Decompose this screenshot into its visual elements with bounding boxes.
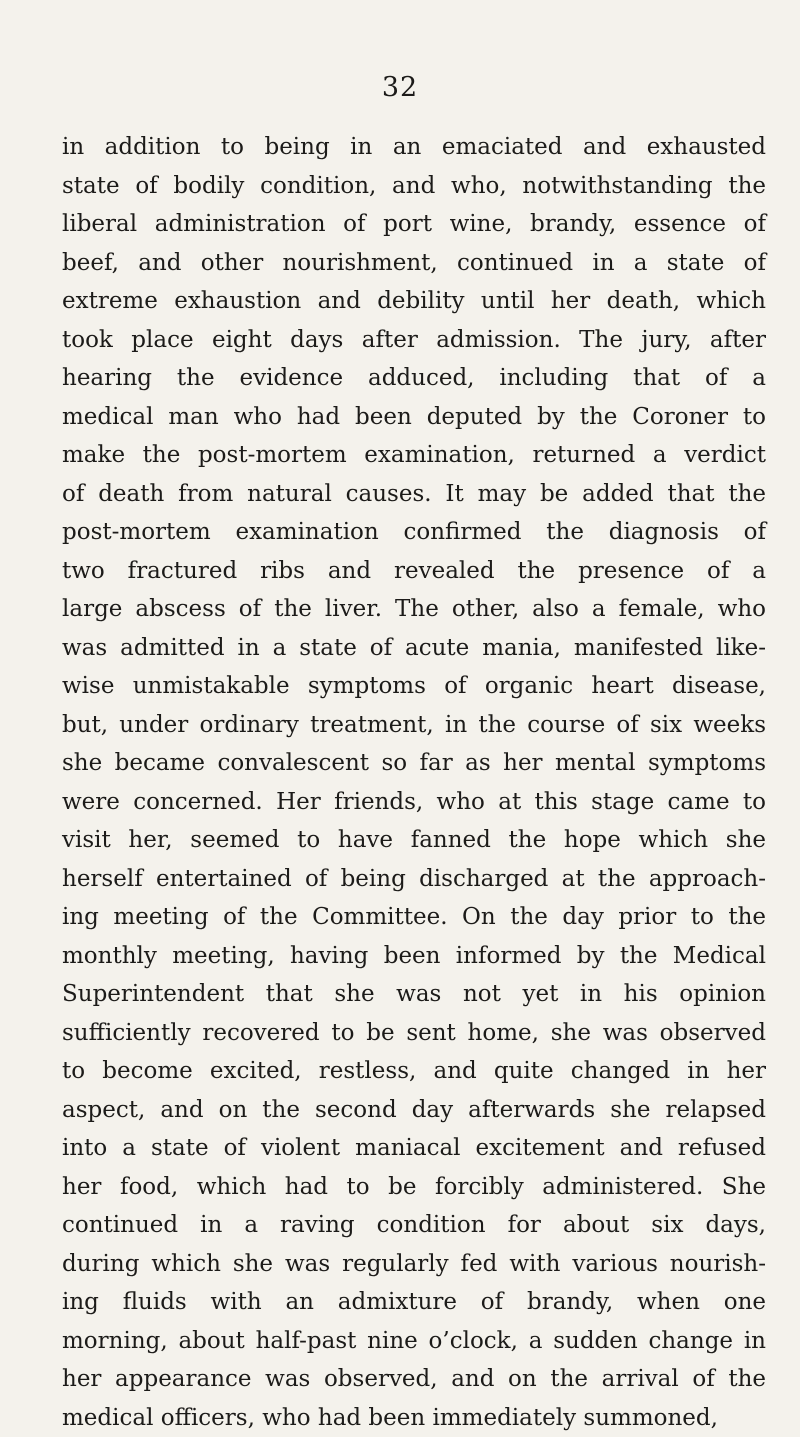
text-line: state of bodily condition, and who, notwithstanding the <box>62 167 766 206</box>
text-line: morning, about half-past nine o’clock, a sudden change in <box>62 1322 766 1361</box>
text-line: in addition to being in an emaciated and exhausted <box>62 128 766 167</box>
text-line: liberal administration of port wine, brandy, essence of <box>62 205 766 244</box>
text-line: into a state of violent maniacal excitement and refused <box>62 1129 766 1168</box>
text-line: make the post-mortem examination, returned a verdict <box>62 436 766 475</box>
text-line: Superintendent that she was not yet in his opinion <box>62 975 766 1014</box>
text-line: medical man who had been deputed by the Coroner to <box>62 398 766 437</box>
text-line: large abscess of the liver. The other, also a female, who <box>62 590 766 629</box>
text-line: continued in a raving condition for about six days, <box>62 1206 766 1245</box>
text-line: were concerned. Her friends, who at this stage came to <box>62 783 766 822</box>
text-line: aspect, and on the second day afterwards she relapsed <box>62 1091 766 1130</box>
text-line: took place eight days after admission. The jury, after <box>62 321 766 360</box>
text-line: during which she was regularly fed with various nourish- <box>62 1245 766 1284</box>
text-line: sufficiently recovered to be sent home, she was observed <box>62 1014 766 1053</box>
text-line: her food, which had to be forcibly administered. She <box>62 1168 766 1207</box>
text-line: was admitted in a state of acute mania, manifested like- <box>62 629 766 668</box>
text-line: post-mortem examination confirmed the diagnosis of <box>62 513 766 552</box>
text-line: her appearance was observed, and on the arrival of the <box>62 1360 766 1399</box>
text-line: beef, and other nourishment, continued in a state of <box>62 244 766 283</box>
text-line: ing fluids with an admixture of brandy, when one <box>62 1283 766 1322</box>
text-line: monthly meeting, having been informed by the Medical <box>62 937 766 976</box>
text-line: she became convalescent so far as her mental symptoms <box>62 744 766 783</box>
text-line: but, under ordinary treatment, in the course of six weeks <box>62 706 766 745</box>
text-line: hearing the evidence adduced, including that of a <box>62 359 766 398</box>
text-line: herself entertained of being discharged at the approach- <box>62 860 766 899</box>
text-line: of death from natural causes. It may be added that the <box>62 475 766 514</box>
text-line: two fractured ribs and revealed the presence of a <box>62 552 766 591</box>
body-text <box>62 128 766 1437</box>
page-number: 32 <box>0 72 800 103</box>
text-line: ing meeting of the Committee. On the day prior to the <box>62 898 766 937</box>
text-line: wise unmistakable symptoms of organic heart disease, <box>62 667 766 706</box>
text-line: extreme exhaustion and debility until her death, which <box>62 282 766 321</box>
text-line: visit her, seemed to have fanned the hope which she <box>62 821 766 860</box>
text-line: medical officers, who had been immediately summoned, <box>62 1399 766 1437</box>
text-line: to become excited, restless, and quite changed in her <box>62 1052 766 1091</box>
